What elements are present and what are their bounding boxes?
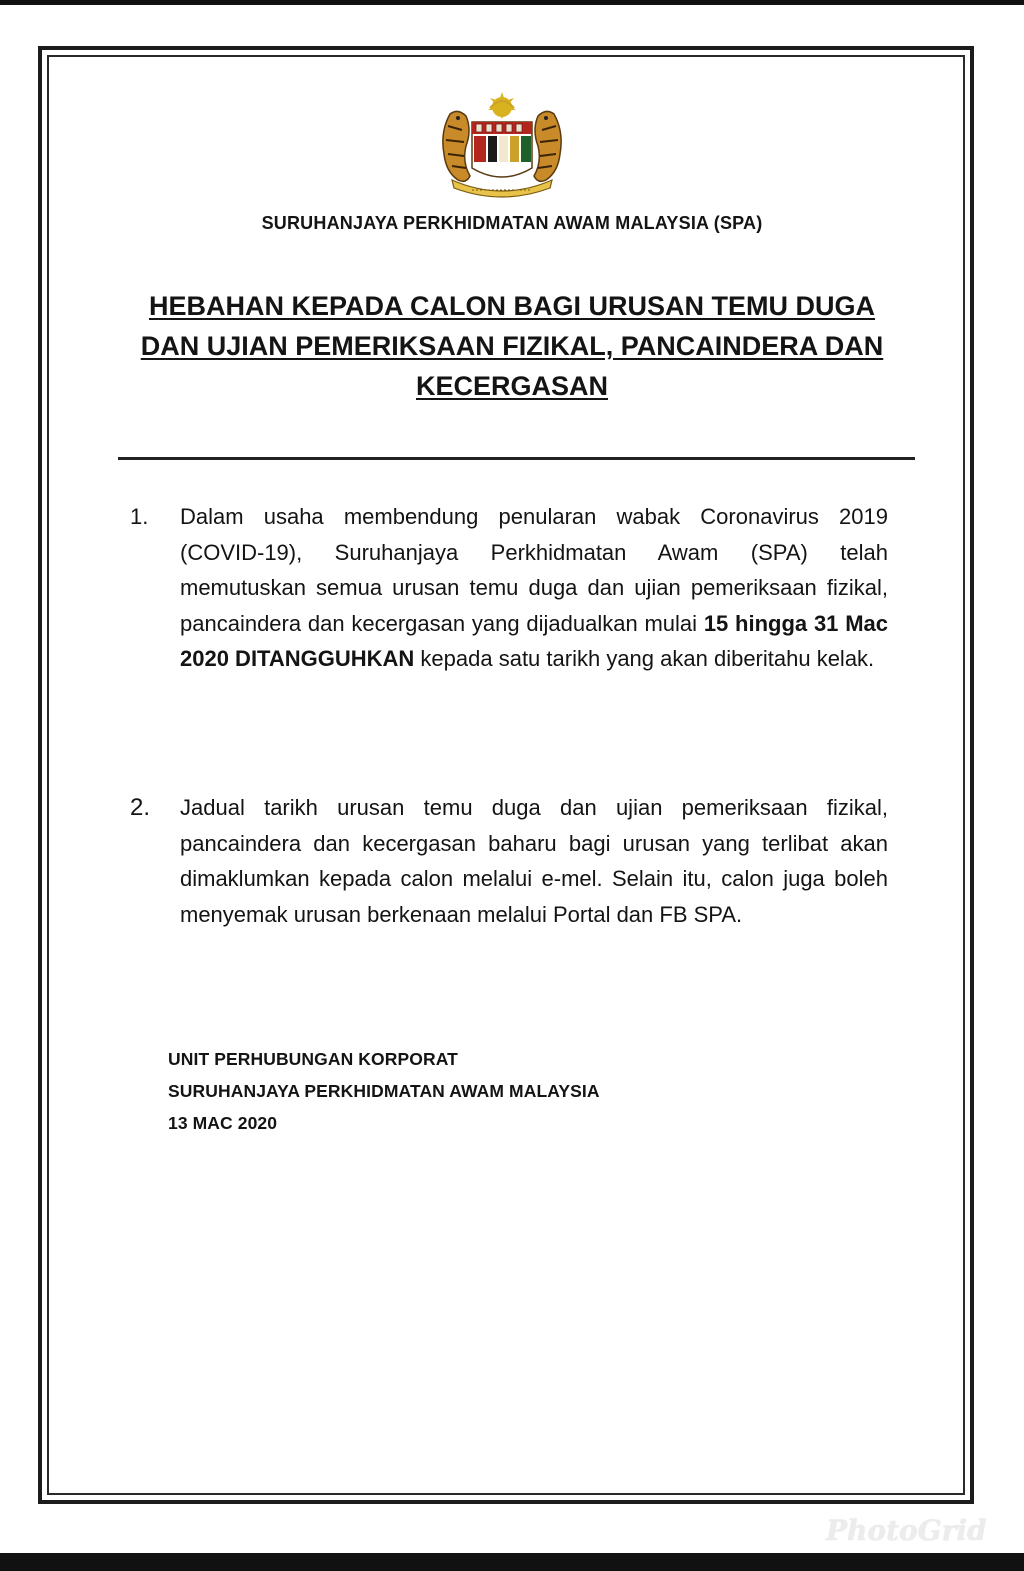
notice-title-line-1: HEBAHAN KEPADA CALON BAGI URUSAN TEMU DUGA — [149, 291, 875, 321]
title-divider — [118, 457, 915, 460]
notice-title-line-2: DAN UJIAN PEMERIKSAAN FIZIKAL, PANCAINDERA DAN — [140, 331, 884, 361]
signature-date: 13 MAC 2020 — [168, 1113, 278, 1133]
malaysia-coat-of-arms-icon — [432, 92, 572, 202]
document-inner-border — [47, 55, 965, 1495]
paragraph-1-bold-dates: 15 hingga 31 Mac 2020 DITANGGUHKAN — [180, 610, 888, 671]
photogrid-watermark: PhotoGrid — [826, 1514, 987, 1547]
notice-title — [100, 286, 924, 406]
paragraph-1 — [180, 499, 888, 677]
signature-agency: SURUHANJAYA PERKHIDMATAN AWAM MALAYSIA — [168, 1081, 600, 1101]
paragraph-1-number: 1. — [130, 504, 149, 529]
paragraph-1-text-end: kepada satu tarikh yang akan diberitahu kelak. — [414, 646, 875, 671]
top-edge-bar — [0, 0, 1024, 5]
signature-unit: UNIT PERHUBUNGAN KORPORAT — [168, 1049, 458, 1069]
notice-title-line-3: KECERGASAN — [415, 371, 609, 401]
bottom-edge-bar — [0, 1553, 1024, 1571]
paragraph-2: Jadual tarikh urusan temu duga dan ujian pemeriksaan fizikal, pancaindera dan kecergasan baharu bagi urusan yang terlibat akan dimaklumkan kepada calon melalui e-mel. Selain itu, calon juga boleh menyemak urusan berkenaan melalui Portal dan FB SPA. — [180, 795, 888, 927]
paragraph-1-text: Dalam usaha membendung penularan wabak Coronavirus 2019 (COVID-19), Suruhanjaya Perkhidmatan Awam (SPA) telah memutuskan semua urusan temu duga dan ujian pemeriksaan fizikal, pancaindera dan kecergasan yang dijadualkan mulai — [180, 504, 888, 636]
paragraph-2-number: 2. — [130, 794, 151, 821]
agency-name-header: SURUHANJAYA PERKHIDMATAN AWAM MALAYSIA (SPA) — [261, 213, 763, 233]
